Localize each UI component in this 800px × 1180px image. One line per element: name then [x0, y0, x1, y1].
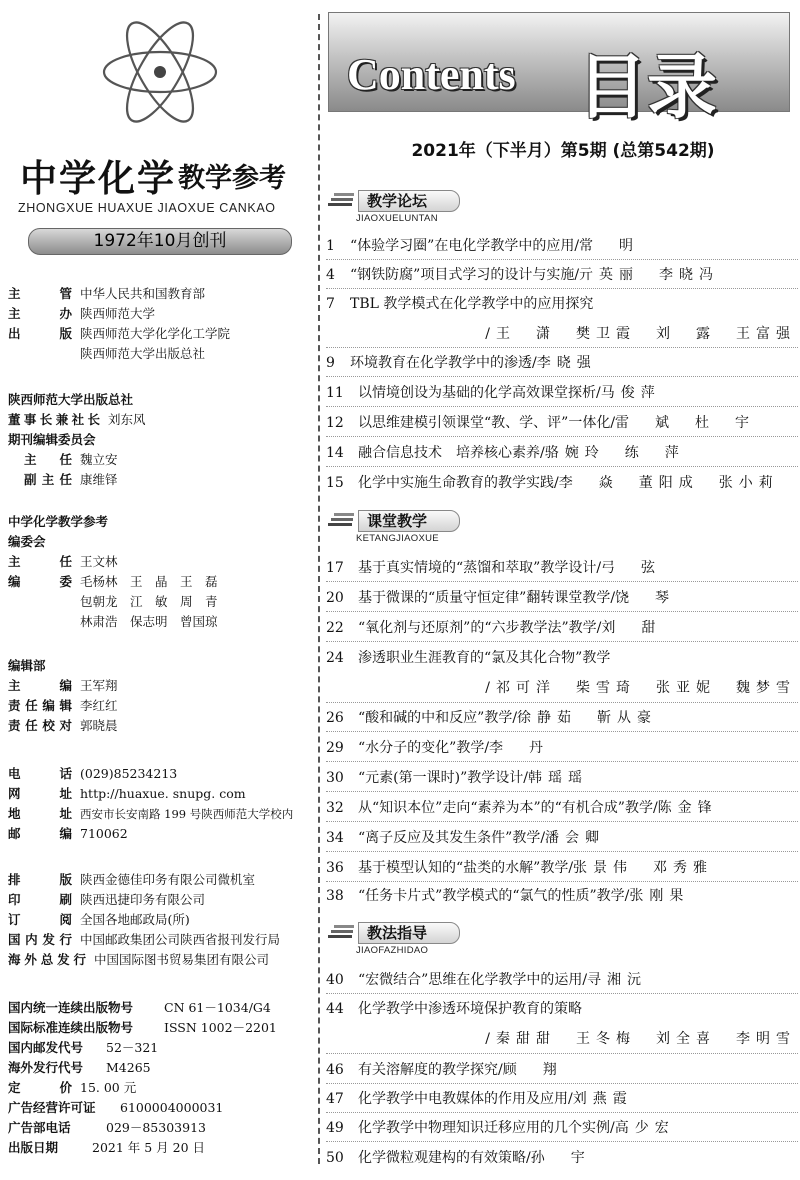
section-stripes-icon — [328, 512, 354, 528]
article-title: 化学教学中物理知识迁移应用的几个实例/ — [358, 1120, 615, 1136]
toc-entry[interactable] — [326, 798, 798, 818]
divider — [326, 791, 798, 792]
toc-entry[interactable] — [326, 970, 798, 990]
article-authors: 潘会卿 — [545, 830, 606, 846]
info-value: 陕西师范大学化学化工学院 — [80, 326, 231, 341]
page-number: 29 — [326, 740, 344, 756]
toc-entry[interactable] — [326, 768, 798, 788]
board-title: 编委会 — [8, 534, 46, 549]
info-value: 毛杨林 王 晶 王 磊 — [80, 574, 218, 589]
page-number: 17 — [326, 560, 344, 576]
toc-entry[interactable] — [326, 383, 798, 403]
divider — [326, 406, 798, 407]
page-number: 46 — [326, 1062, 344, 1078]
info-label: 国内发行 — [8, 932, 72, 947]
info-value: 陕西迅捷印务有限公司 — [80, 892, 206, 907]
toc-entry[interactable] — [326, 708, 798, 728]
info-value: 029－85303913 — [106, 1120, 206, 1135]
toc-entry[interactable] — [326, 294, 798, 314]
issue-line: 2021年（下半月）第5期 (总第542期) — [411, 141, 715, 161]
page-number: 22 — [326, 620, 344, 636]
column-divider — [318, 14, 320, 1164]
page-number: 7 — [326, 296, 335, 312]
brand-pinyin: ZHONGXUE HUAXUE JIAOXUE CANKAO — [18, 201, 276, 215]
page-number: 44 — [326, 1001, 344, 1017]
article-authors: 亓英丽 李晓冯 — [579, 267, 720, 283]
divider — [326, 1053, 798, 1054]
article-title: “钢铁防腐”项目式学习的设计与实施/ — [350, 267, 580, 283]
toc-entry[interactable] — [326, 828, 798, 848]
page-number: 38 — [326, 888, 344, 904]
article-authors: 顾 翔 — [502, 1062, 563, 1078]
page-number: 1 — [326, 238, 335, 254]
info-value: 康维铎 — [80, 472, 118, 487]
postcode-value: 710062 — [80, 826, 128, 841]
article-authors: /祁可洋 柴雪琦 张亚妮 魏梦雪 — [485, 680, 796, 696]
article-authors: 高少宏 — [614, 1120, 675, 1136]
article-title: 有关溶解度的教学探究/ — [358, 1062, 503, 1078]
address-value: 西安市长安南路 199 号陕西师范大学校内 — [80, 807, 294, 821]
article-title: 融合信息技术 培养核心素养/ — [358, 445, 545, 461]
info-value: M4265 — [106, 1060, 151, 1075]
article-title: “氧化剂与还原剂”的“六步教学法”教学/ — [358, 620, 602, 636]
toc-entry[interactable] — [326, 473, 798, 493]
page-number: 12 — [326, 415, 344, 431]
divider — [326, 731, 798, 732]
info-label: 海外发行代号 — [8, 1060, 84, 1075]
page-number: 11 — [326, 385, 344, 401]
article-title: 从“知识本位”走向“素养为本”的“有机合成”教学/ — [358, 800, 658, 816]
page-number: 47 — [326, 1091, 344, 1107]
page-number: 14 — [326, 445, 344, 461]
info-value: 全国各地邮政局(所) — [80, 912, 190, 927]
info-value: 王文林 — [80, 554, 118, 569]
info-value: 陕西师范大学出版总社 — [80, 346, 206, 361]
info-value: 中国国际图书贸易集团有限公司 — [94, 952, 270, 967]
contents-title: 目录 — [577, 46, 717, 128]
article-authors: /王 潇 樊卫霞 刘 露 王富强 — [485, 326, 796, 342]
toc-entry[interactable] — [326, 413, 798, 433]
article-authors: 陈金锋 — [657, 800, 718, 816]
page-number: 34 — [326, 830, 344, 846]
article-authors: 徐静茹 靳从豪 — [517, 710, 658, 726]
article-title: 基于模型认知的“盐类的水解”教学/ — [358, 860, 574, 876]
section-pinyin: JIAOFAZHIDAO — [356, 945, 429, 956]
divider — [326, 611, 798, 612]
toc-entry[interactable] — [326, 588, 798, 608]
editorial-title: 编辑部 — [8, 658, 46, 673]
info-value: 中国邮政集团公司陕西省报刊发行局 — [80, 932, 281, 947]
section-title: 教法指导 — [358, 922, 460, 944]
divider — [326, 288, 798, 289]
section-pinyin: KETANGJIAOXUE — [356, 533, 439, 544]
toc-entry[interactable] — [326, 738, 798, 758]
pub-date-value: 2021 年 5 月 20 日 — [92, 1140, 206, 1155]
codes-block — [8, 998, 277, 1158]
page-number: 26 — [326, 710, 344, 726]
article-title: “元素(第一课时)”教学设计/ — [358, 770, 528, 786]
article-title: 化学教学中渗透环境保护教育的策略 — [358, 1001, 582, 1017]
section-title: 课堂教学 — [358, 510, 460, 532]
editorial-block — [8, 656, 118, 736]
info-label: 主 任 — [8, 554, 72, 569]
page-number: 49 — [326, 1120, 344, 1136]
divider — [326, 1083, 798, 1084]
info-label: 主 任 — [24, 452, 72, 467]
divider — [326, 851, 798, 852]
info-label: 地 址 — [8, 806, 72, 821]
info-label: 国内统一连续出版物号 — [8, 1000, 134, 1015]
toc-entry[interactable] — [326, 648, 798, 668]
article-authors: 雷 斌 杜 宇 — [615, 415, 756, 431]
brand-name: 中学化学 — [20, 156, 176, 200]
article-authors: 李晓强 — [536, 355, 597, 371]
brand-subtitle: 教学参考 — [178, 163, 286, 194]
article-title: 环境教育在化学教学中的渗透/ — [350, 355, 537, 371]
press-block — [8, 390, 146, 490]
founded-badge: 1972年10月创刊 — [28, 228, 292, 255]
info-label — [8, 344, 80, 364]
divider — [326, 641, 798, 642]
article-authors: 常 明 — [579, 238, 640, 254]
article-title: 以思维建模引领课堂“教、学、评”一体化/ — [358, 415, 616, 431]
article-title: 化学教学中电教媒体的作用及应用/ — [358, 1091, 573, 1107]
article-title: “酸和碱的中和反应”教学/ — [358, 710, 518, 726]
article-title: 以情境创设为基础的化学高效课堂探析/ — [358, 385, 601, 401]
article-authors: 刘燕霞 — [572, 1091, 633, 1107]
article-title: “体验学习圈”在电化学教学中的应用/ — [350, 238, 580, 254]
article-authors: 张刚果 — [629, 888, 690, 904]
info-value: 包朝龙 江 敏 周 青 — [80, 594, 218, 609]
article-title: 渗透职业生涯教育的“氯及其化合物”教学 — [358, 650, 611, 666]
page-number: 4 — [326, 267, 335, 283]
section-header — [326, 190, 800, 226]
contact-block — [8, 764, 293, 844]
article-authors: 孙 宇 — [530, 1150, 591, 1166]
article-authors: 李 丹 — [489, 740, 550, 756]
committee-title: 期刊编辑委员会 — [8, 432, 96, 447]
divider — [326, 436, 798, 437]
journal-block — [8, 512, 218, 632]
printing-block — [8, 870, 280, 970]
article-authors: 马俊萍 — [600, 385, 661, 401]
divider — [326, 761, 798, 762]
contents-word: Contents — [347, 50, 516, 99]
article-authors: /秦甜甜 王冬梅 刘全喜 李明雪 — [485, 1031, 796, 1047]
atom-logo-icon — [100, 12, 220, 132]
info-value: 郭晓晨 — [80, 718, 118, 733]
page-number: 36 — [326, 860, 344, 876]
info-label: 海外总发行 — [8, 952, 86, 967]
info-value: 林肃浩 保志明 曾国琼 — [80, 614, 218, 629]
info-label: 主 管 — [8, 286, 72, 301]
price-value: 15. 00 元 — [80, 1080, 137, 1095]
info-label: 主 编 — [8, 678, 72, 693]
info-label: 国内邮发代号 — [8, 1040, 84, 1055]
info-value: CN 61－1034/G4 — [164, 1000, 271, 1015]
article-authors: 饶 琴 — [615, 590, 676, 606]
toc-entry[interactable] — [326, 618, 798, 638]
article-authors: 寻湘沅 — [587, 972, 648, 988]
info-value: 刘东风 — [108, 412, 146, 427]
article-authors: 刘 甜 — [601, 620, 662, 636]
section-pinyin: JIAOXUELUNTAN — [356, 213, 438, 224]
page-number: 50 — [326, 1150, 344, 1166]
article-title: 化学中实施生命教育的教学实践/ — [358, 475, 559, 491]
info-label: 邮 编 — [8, 826, 72, 841]
divider — [326, 581, 798, 582]
section-title: 教学论坛 — [358, 190, 460, 212]
page-number: 40 — [326, 972, 344, 988]
page-number: 20 — [326, 590, 344, 606]
article-authors: 韩瑶瑶 — [527, 770, 588, 786]
article-authors: 李 焱 董阳成 张小莉 — [558, 475, 779, 491]
info-label: 广告部电话 — [8, 1120, 71, 1135]
info-value: 魏立安 — [80, 452, 118, 467]
info-label: 责任编辑 — [8, 698, 72, 713]
info-label: 印 刷 — [8, 892, 72, 907]
info-label: 主 办 — [8, 306, 72, 321]
article-title: 基于真实情境的“蒸馏和萃取”教学设计/ — [358, 560, 602, 576]
divider — [326, 466, 798, 467]
info-value: 52－321 — [106, 1040, 159, 1055]
page-number: 15 — [326, 475, 344, 491]
info-label: 广告经营许可证 — [8, 1100, 96, 1115]
article-title: “水分子的变化”教学/ — [358, 740, 490, 756]
contents-banner — [328, 12, 790, 128]
divider — [326, 347, 798, 348]
info-label: 国际标准连续出版物号 — [8, 1020, 134, 1035]
divider — [326, 881, 798, 882]
toc-entry[interactable] — [326, 1089, 798, 1109]
toc-entry[interactable] — [326, 265, 798, 285]
phone-value: (029)85234213 — [80, 766, 178, 781]
divider — [326, 1112, 798, 1113]
article-title: “离子反应及其发生条件”教学/ — [358, 830, 546, 846]
toc-entry[interactable] — [326, 886, 798, 906]
divider — [326, 376, 798, 377]
article-title: 化学微粒观建构的有效策略/ — [358, 1150, 531, 1166]
info-label: 电 话 — [8, 766, 72, 781]
toc-entry[interactable] — [326, 858, 798, 878]
info-label: 副主任 — [24, 472, 72, 487]
masthead-column — [0, 0, 318, 1180]
info-label: 责任校对 — [8, 718, 72, 733]
publisher-block — [8, 284, 230, 364]
divider — [326, 1141, 798, 1142]
info-label: 网 址 — [8, 786, 72, 801]
toc-entry[interactable] — [326, 1148, 798, 1168]
article-authors: 骆婉玲 练 萍 — [544, 445, 685, 461]
page-number: 30 — [326, 770, 344, 786]
divider — [326, 702, 798, 703]
toc-entry[interactable] — [326, 353, 798, 373]
divider — [326, 821, 798, 822]
journal-title: 中学化学教学参考 — [8, 514, 109, 529]
info-value: 王军翔 — [80, 678, 118, 693]
info-value: 中华人民共和国教育部 — [80, 286, 206, 301]
article-title: “任务卡片式”教学模式的“氯气的性质”教学/ — [358, 888, 630, 904]
page-number: 24 — [326, 650, 344, 666]
info-label: 出 版 — [8, 326, 72, 341]
info-value: ISSN 1002－2201 — [164, 1020, 277, 1035]
contents-column — [326, 0, 800, 1180]
page-number: 9 — [326, 355, 335, 371]
toc-entry[interactable] — [326, 443, 798, 463]
info-label: 订 阅 — [8, 912, 72, 927]
page-number: 32 — [326, 800, 344, 816]
toc-entry[interactable] — [326, 558, 798, 578]
divider — [326, 993, 798, 994]
section-header — [326, 922, 800, 958]
article-authors: 张景伟 邓秀雅 — [573, 860, 714, 876]
info-label: 董事长兼社长 — [8, 412, 100, 427]
section-header — [326, 510, 800, 546]
toc-entry[interactable] — [326, 999, 798, 1019]
info-label: 出版日期 — [8, 1140, 59, 1155]
divider — [326, 259, 798, 260]
article-title: 基于微课的“质量守恒定律”翻转课堂教学/ — [358, 590, 616, 606]
info-label: 定 价 — [8, 1080, 72, 1095]
info-value: 李红红 — [80, 698, 118, 713]
info-value: 陕西金德佳印务有限公司微机室 — [80, 872, 256, 887]
section-stripes-icon — [328, 192, 354, 208]
article-title: TBL 教学模式在化学教学中的应用探究 — [350, 296, 594, 312]
article-authors: 弓 弦 — [601, 560, 662, 576]
info-value: 陕西师范大学 — [80, 306, 156, 321]
info-label: 排 版 — [8, 872, 72, 887]
info-value: 6100004000031 — [120, 1100, 224, 1115]
press-title: 陕西师范大学出版总社 — [8, 392, 134, 407]
website-link[interactable]: http://huaxue. snupg. com — [80, 786, 246, 801]
article-title: “宏微结合”思维在化学教学中的运用/ — [358, 972, 588, 988]
section-stripes-icon — [328, 924, 354, 940]
info-label: 编 委 — [8, 574, 72, 589]
toc-entry[interactable] — [326, 1060, 798, 1080]
toc-entry[interactable] — [326, 236, 798, 256]
toc-entry[interactable] — [326, 1118, 798, 1138]
